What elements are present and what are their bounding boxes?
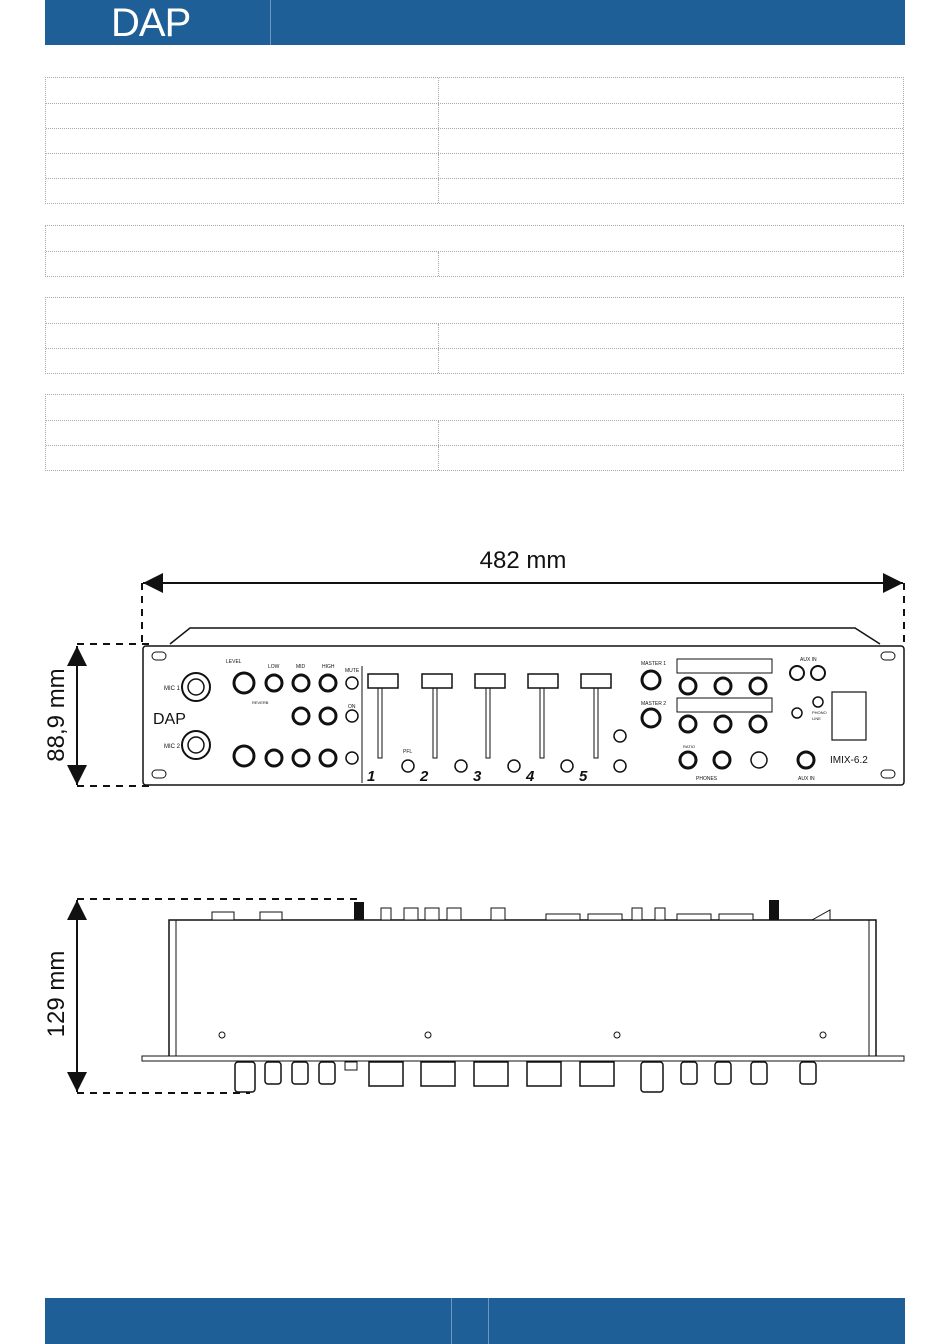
svg-text:REVERB: REVERB — [252, 700, 269, 705]
svg-text:AUX IN: AUX IN — [800, 657, 817, 663]
svg-text:HIGH: HIGH — [322, 664, 335, 670]
height-dimension — [43, 644, 150, 786]
chassis-side — [169, 920, 876, 1058]
svg-text:PHONES: PHONES — [696, 776, 718, 782]
svg-text:RATIO: RATIO — [683, 744, 695, 749]
front-controls-side — [235, 1062, 816, 1092]
width-dimension — [142, 547, 904, 648]
svg-text:MUTE: MUTE — [345, 668, 360, 674]
svg-text:ON: ON — [348, 704, 356, 710]
svg-text:4: 4 — [526, 768, 535, 785]
svg-text:PHONO: PHONO — [812, 710, 827, 715]
height-label: 88,9 mm — [43, 668, 70, 762]
footer-divider — [451, 1298, 452, 1344]
svg-text:2: 2 — [420, 768, 429, 785]
svg-text:3: 3 — [473, 768, 482, 785]
footer-divider — [488, 1298, 489, 1344]
svg-text:MASTER 2: MASTER 2 — [641, 701, 667, 707]
page-footer — [45, 1298, 905, 1344]
svg-text:1: 1 — [367, 768, 376, 785]
svg-text:5: 5 — [579, 768, 588, 785]
svg-text:LOW: LOW — [268, 664, 280, 670]
mic2-label: MIC 2 — [164, 744, 181, 750]
front-panel — [143, 646, 904, 785]
mic1-label: MIC 1 — [164, 686, 181, 692]
brand-logo: DAP — [111, 1, 191, 45]
depth-label: 129 mm — [43, 950, 70, 1038]
svg-text:LEVEL: LEVEL — [226, 659, 242, 665]
svg-text:MID: MID — [296, 664, 306, 670]
width-label: 482 mm — [479, 547, 567, 574]
model-label: IMIX-6.2 — [830, 755, 868, 766]
svg-text:PFL: PFL — [403, 749, 413, 755]
svg-text:LINE: LINE — [812, 716, 821, 721]
svg-text:AUX IN: AUX IN — [798, 776, 815, 782]
svg-text:MASTER 1: MASTER 1 — [641, 661, 667, 667]
panel-brand: DAP — [153, 711, 186, 728]
side-view-drawing — [0, 860, 950, 1160]
